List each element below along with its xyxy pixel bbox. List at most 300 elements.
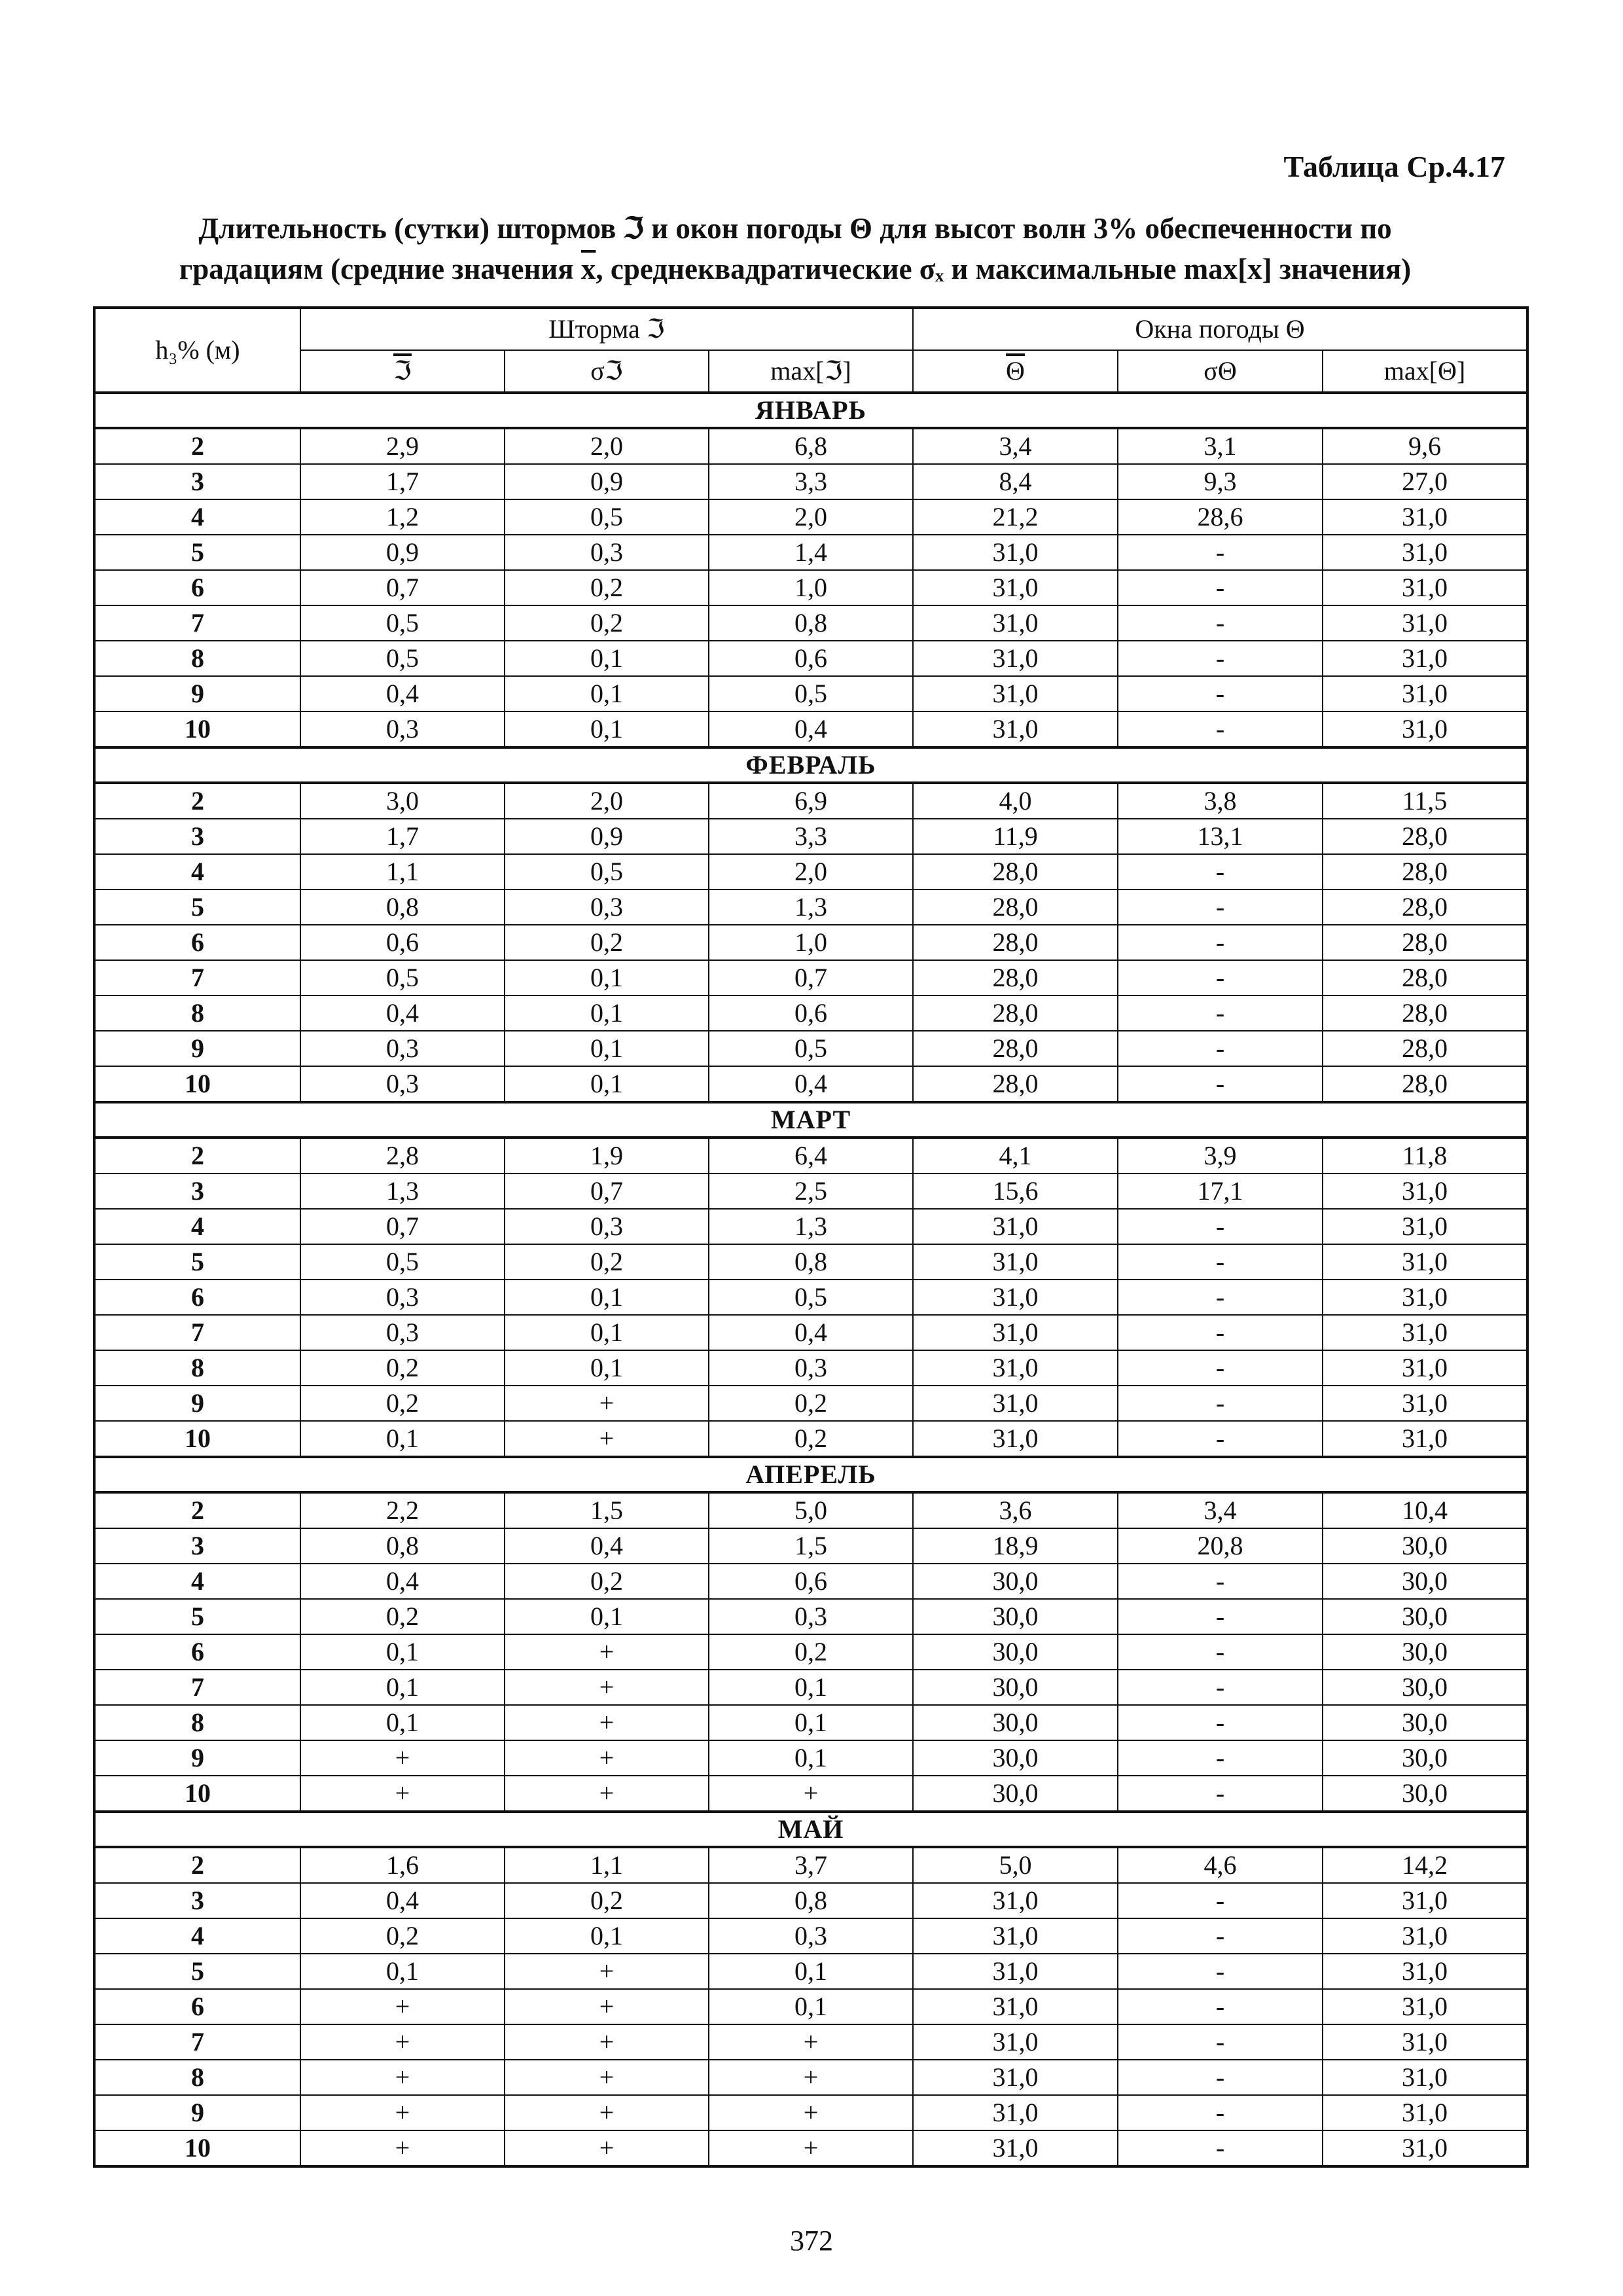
cell-window-mean: 21,2 — [913, 499, 1118, 535]
cell-wave-height: 7 — [94, 1315, 300, 1350]
cell-window-sigma: 13,1 — [1118, 819, 1323, 854]
cell-window-max: 31,0 — [1323, 2024, 1527, 2060]
cell-window-max: 31,0 — [1323, 641, 1527, 676]
cell-storm-max: 6,4 — [709, 1138, 913, 1174]
cell-window-mean: 30,0 — [913, 1740, 1118, 1776]
cell-storm-sigma: 0,1 — [505, 1350, 709, 1386]
cell-window-max: 28,0 — [1323, 1031, 1527, 1066]
cell-window-max: 31,0 — [1323, 711, 1527, 747]
cell-storm-mean: 1,7 — [300, 819, 505, 854]
cell-storm-max: 0,8 — [709, 1883, 913, 1918]
cell-window-mean: 30,0 — [913, 1705, 1118, 1740]
cell-window-sigma: - — [1118, 1705, 1323, 1740]
table-row — [94, 464, 1527, 499]
cell-storm-mean: 0,7 — [300, 570, 505, 605]
cell-storm-max: 0,8 — [709, 605, 913, 641]
cell-wave-height: 6 — [94, 1989, 300, 2024]
cell-window-max: 31,0 — [1323, 1954, 1527, 1989]
cell-storm-max: 1,0 — [709, 925, 913, 960]
cell-storm-sigma: 0,3 — [505, 889, 709, 925]
table-row — [94, 535, 1527, 570]
cell-window-sigma: - — [1118, 2024, 1323, 2060]
cell-storm-mean: 0,8 — [300, 889, 505, 925]
cell-wave-height: 8 — [94, 1705, 300, 1740]
cell-storm-max: + — [709, 1776, 913, 1812]
cell-window-max: 31,0 — [1323, 1386, 1527, 1421]
cell-storm-max: 0,4 — [709, 711, 913, 747]
cell-storm-mean: 2,2 — [300, 1492, 505, 1528]
cell-storm-max: 3,7 — [709, 1847, 913, 1883]
cell-storm-max: 1,3 — [709, 1209, 913, 1244]
cell-wave-height: 4 — [94, 499, 300, 535]
cell-storm-max: 0,6 — [709, 1564, 913, 1599]
caption-mean-symbol: $\overline{x}$ — [580, 253, 596, 285]
cell-storm-max: 5,0 — [709, 1492, 913, 1528]
cell-wave-height: 10 — [94, 1776, 300, 1812]
cell-window-mean: 31,0 — [913, 1918, 1118, 1954]
cell-window-sigma: - — [1118, 1209, 1323, 1244]
cell-storm-max: 3,3 — [709, 819, 913, 854]
cell-wave-height: 9 — [94, 1386, 300, 1421]
month-header-row — [94, 1812, 1527, 1847]
cell-storm-max: 0,3 — [709, 1350, 913, 1386]
cell-window-sigma: 3,4 — [1118, 1492, 1323, 1528]
cell-window-mean: 30,0 — [913, 1776, 1118, 1812]
cell-window-sigma: - — [1118, 2060, 1323, 2095]
cell-window-mean: 31,0 — [913, 1989, 1118, 2024]
cell-window-mean: 28,0 — [913, 889, 1118, 925]
cell-storm-sigma: 2,0 — [505, 783, 709, 819]
cell-window-mean: 31,0 — [913, 1421, 1118, 1457]
cell-storm-sigma: + — [505, 1421, 709, 1457]
cell-storm-mean: 0,6 — [300, 925, 505, 960]
cell-wave-height: 6 — [94, 1634, 300, 1670]
cell-storm-mean: + — [300, 2130, 505, 2166]
cell-wave-height: 2 — [94, 428, 300, 464]
table-row — [94, 1847, 1527, 1883]
cell-storm-sigma: 1,5 — [505, 1492, 709, 1528]
cell-storm-mean: 1,7 — [300, 464, 505, 499]
cell-storm-max: + — [709, 2095, 913, 2130]
cell-window-mean: 31,0 — [913, 711, 1118, 747]
cell-window-mean: 3,6 — [913, 1492, 1118, 1528]
cell-wave-height: 5 — [94, 889, 300, 925]
cell-wave-height: 9 — [94, 676, 300, 711]
table-row — [94, 819, 1527, 854]
cell-storm-max: + — [709, 2024, 913, 2060]
header-window-mean: $\overline{\Theta}$ — [913, 350, 1118, 393]
cell-window-sigma: 3,1 — [1118, 428, 1323, 464]
cell-wave-height: 3 — [94, 464, 300, 499]
cell-window-sigma: - — [1118, 641, 1323, 676]
cell-window-max: 28,0 — [1323, 854, 1527, 889]
table-row — [94, 711, 1527, 747]
header-storm-sigma: σℑ — [505, 350, 709, 393]
table-row — [94, 1066, 1527, 1102]
cell-storm-sigma: 0,9 — [505, 819, 709, 854]
cell-window-mean: 18,9 — [913, 1528, 1118, 1564]
cell-wave-height: 9 — [94, 1740, 300, 1776]
cell-wave-height: 3 — [94, 819, 300, 854]
cell-window-mean: 31,0 — [913, 570, 1118, 605]
cell-storm-sigma: 0,1 — [505, 1918, 709, 1954]
cell-storm-sigma: 0,1 — [505, 960, 709, 996]
cell-window-max: 10,4 — [1323, 1492, 1527, 1528]
cell-window-sigma: - — [1118, 2130, 1323, 2166]
cell-storm-mean: + — [300, 2095, 505, 2130]
cell-window-sigma: - — [1118, 1599, 1323, 1634]
cell-window-max: 30,0 — [1323, 1599, 1527, 1634]
cell-storm-max: 1,0 — [709, 570, 913, 605]
cell-window-sigma: - — [1118, 1740, 1323, 1776]
cell-storm-sigma: 0,2 — [505, 605, 709, 641]
cell-window-mean: 28,0 — [913, 925, 1118, 960]
cell-window-mean: 30,0 — [913, 1670, 1118, 1705]
table-row — [94, 1776, 1527, 1812]
table-row — [94, 641, 1527, 676]
cell-window-max: 28,0 — [1323, 960, 1527, 996]
cell-window-sigma: - — [1118, 2095, 1323, 2130]
cell-window-mean: 31,0 — [913, 2095, 1118, 2130]
cell-storm-mean: + — [300, 1776, 505, 1812]
table-row — [94, 1138, 1527, 1174]
table-row — [94, 1564, 1527, 1599]
cell-window-mean: 31,0 — [913, 1315, 1118, 1350]
cell-storm-sigma: + — [505, 2024, 709, 2060]
cell-wave-height: 4 — [94, 1564, 300, 1599]
cell-storm-mean: 0,3 — [300, 1066, 505, 1102]
cell-wave-height: 7 — [94, 960, 300, 996]
cell-storm-sigma: 0,1 — [505, 1031, 709, 1066]
cell-window-sigma: - — [1118, 1670, 1323, 1705]
cell-window-max: 30,0 — [1323, 1528, 1527, 1564]
cell-storm-sigma: 0,1 — [505, 1066, 709, 1102]
cell-storm-sigma: 0,5 — [505, 854, 709, 889]
cell-wave-height: 4 — [94, 1209, 300, 1244]
cell-window-sigma: 28,6 — [1118, 499, 1323, 535]
cell-window-max: 30,0 — [1323, 1564, 1527, 1599]
cell-window-sigma: - — [1118, 1883, 1323, 1918]
cell-wave-height: 7 — [94, 605, 300, 641]
cell-window-mean: 8,4 — [913, 464, 1118, 499]
cell-storm-max: 0,4 — [709, 1066, 913, 1102]
cell-storm-mean: 1,2 — [300, 499, 505, 535]
cell-wave-height: 8 — [94, 1350, 300, 1386]
cell-window-mean: 31,0 — [913, 641, 1118, 676]
cell-window-mean: 31,0 — [913, 535, 1118, 570]
cell-storm-max: 0,5 — [709, 676, 913, 711]
cell-storm-max: 2,5 — [709, 1174, 913, 1209]
cell-storm-sigma: 0,1 — [505, 641, 709, 676]
cell-storm-mean: 0,4 — [300, 1564, 505, 1599]
table-label: Таблица Ср.4.17 — [1283, 150, 1505, 183]
cell-storm-sigma: 0,1 — [505, 676, 709, 711]
cell-window-max: 31,0 — [1323, 1174, 1527, 1209]
cell-storm-mean: + — [300, 1989, 505, 2024]
cell-window-sigma: - — [1118, 570, 1323, 605]
cell-wave-height: 8 — [94, 2060, 300, 2095]
cell-storm-mean: 0,2 — [300, 1918, 505, 1954]
cell-window-max: 28,0 — [1323, 925, 1527, 960]
cell-window-max: 30,0 — [1323, 1705, 1527, 1740]
cell-window-sigma: - — [1118, 1066, 1323, 1102]
cell-storm-max: 0,5 — [709, 1031, 913, 1066]
cell-storm-sigma: 1,1 — [505, 1847, 709, 1883]
cell-storm-max: 0,5 — [709, 1280, 913, 1315]
month-name: МАРТ — [94, 1102, 1527, 1138]
cell-storm-max: 0,4 — [709, 1315, 913, 1350]
cell-storm-sigma: 0,1 — [505, 1280, 709, 1315]
cell-storm-sigma: 1,9 — [505, 1138, 709, 1174]
cell-window-max: 31,0 — [1323, 1244, 1527, 1280]
table-row — [94, 1670, 1527, 1705]
cell-window-mean: 31,0 — [913, 1244, 1118, 1280]
month-header-row — [94, 1102, 1527, 1138]
cell-storm-mean: 0,1 — [300, 1954, 505, 1989]
header-wave-height: h₃% (м) — [94, 308, 300, 393]
table-row — [94, 1705, 1527, 1740]
cell-wave-height: 6 — [94, 1280, 300, 1315]
cell-storm-max: 1,4 — [709, 535, 913, 570]
cell-storm-mean: 0,4 — [300, 676, 505, 711]
cell-window-mean: 5,0 — [913, 1847, 1118, 1883]
cell-window-mean: 31,0 — [913, 1350, 1118, 1386]
cell-window-sigma: 9,3 — [1118, 464, 1323, 499]
cell-storm-mean: 0,9 — [300, 535, 505, 570]
month-header-row — [94, 747, 1527, 783]
cell-storm-mean: 0,2 — [300, 1350, 505, 1386]
cell-storm-mean: 0,3 — [300, 711, 505, 747]
table-row — [94, 1315, 1527, 1350]
duration-table — [93, 306, 1529, 2168]
cell-window-sigma: - — [1118, 1386, 1323, 1421]
cell-storm-max: 0,1 — [709, 1705, 913, 1740]
cell-window-max: 31,0 — [1323, 1315, 1527, 1350]
cell-wave-height: 2 — [94, 1492, 300, 1528]
cell-wave-height: 5 — [94, 535, 300, 570]
cell-storm-sigma: 0,2 — [505, 570, 709, 605]
cell-window-sigma: - — [1118, 996, 1323, 1031]
cell-storm-sigma: + — [505, 1740, 709, 1776]
cell-window-sigma: 17,1 — [1118, 1174, 1323, 1209]
cell-window-sigma: 3,9 — [1118, 1138, 1323, 1174]
cell-wave-height: 3 — [94, 1174, 300, 1209]
caption-line-1: Длительность (сутки) штормов ℑ и окон погоды Θ для высот волн 3% обеспеченности по — [198, 212, 1392, 245]
table-row — [94, 1421, 1527, 1457]
cell-wave-height: 10 — [94, 711, 300, 747]
cell-window-sigma: - — [1118, 1634, 1323, 1670]
cell-window-mean: 31,0 — [913, 1386, 1118, 1421]
header-storms-group: Шторма ℑ — [300, 308, 913, 350]
cell-window-mean: 31,0 — [913, 1280, 1118, 1315]
table-row — [94, 2130, 1527, 2166]
cell-window-mean: 28,0 — [913, 854, 1118, 889]
cell-window-sigma: - — [1118, 854, 1323, 889]
cell-window-max: 27,0 — [1323, 464, 1527, 499]
cell-window-max: 31,0 — [1323, 1989, 1527, 2024]
table-row — [94, 1174, 1527, 1209]
cell-storm-mean: 0,2 — [300, 1599, 505, 1634]
cell-storm-max: + — [709, 2130, 913, 2166]
caption-line-2 — [85, 249, 1505, 289]
table-row — [94, 2095, 1527, 2130]
header-window-sigma: σΘ — [1118, 350, 1323, 393]
cell-storm-max: 0,6 — [709, 996, 913, 1031]
cell-window-max: 28,0 — [1323, 819, 1527, 854]
cell-wave-height: 3 — [94, 1883, 300, 1918]
cell-storm-sigma: 0,7 — [505, 1174, 709, 1209]
cell-storm-mean: 0,8 — [300, 1528, 505, 1564]
cell-window-max: 30,0 — [1323, 1740, 1527, 1776]
page-number: 372 — [790, 2225, 833, 2257]
cell-storm-sigma: 0,3 — [505, 535, 709, 570]
cell-storm-mean: 0,5 — [300, 960, 505, 996]
cell-window-max: 28,0 — [1323, 889, 1527, 925]
cell-window-mean: 11,9 — [913, 819, 1118, 854]
cell-wave-height: 7 — [94, 2024, 300, 2060]
month-name: ЯНВАРЬ — [94, 393, 1527, 428]
cell-window-mean: 28,0 — [913, 1031, 1118, 1066]
table-row — [94, 1244, 1527, 1280]
table-row — [94, 1883, 1527, 1918]
table-row — [94, 889, 1527, 925]
cell-wave-height: 8 — [94, 996, 300, 1031]
cell-window-max: 31,0 — [1323, 1918, 1527, 1954]
table-row — [94, 605, 1527, 641]
cell-window-max: 28,0 — [1323, 1066, 1527, 1102]
cell-window-sigma: - — [1118, 925, 1323, 960]
cell-storm-max: 6,9 — [709, 783, 913, 819]
cell-window-mean: 31,0 — [913, 1883, 1118, 1918]
cell-window-sigma: - — [1118, 1280, 1323, 1315]
cell-storm-mean: 0,5 — [300, 605, 505, 641]
cell-window-mean: 31,0 — [913, 605, 1118, 641]
cell-storm-max: 3,3 — [709, 464, 913, 499]
cell-wave-height: 6 — [94, 570, 300, 605]
cell-window-max: 14,2 — [1323, 1847, 1527, 1883]
cell-window-max: 31,0 — [1323, 2130, 1527, 2166]
cell-storm-max: 0,1 — [709, 1740, 913, 1776]
cell-window-max: 11,8 — [1323, 1138, 1527, 1174]
cell-window-mean: 30,0 — [913, 1634, 1118, 1670]
table-row — [94, 1599, 1527, 1634]
caption-line-2-start: градациям (средние значения — [179, 253, 581, 285]
table-row — [94, 925, 1527, 960]
cell-wave-height: 8 — [94, 641, 300, 676]
cell-storm-sigma: 0,4 — [505, 1528, 709, 1564]
cell-window-mean: 30,0 — [913, 1564, 1118, 1599]
table-row — [94, 1634, 1527, 1670]
cell-storm-sigma: 0,1 — [505, 996, 709, 1031]
cell-window-sigma: - — [1118, 1421, 1323, 1457]
cell-window-mean: 28,0 — [913, 996, 1118, 1031]
cell-storm-mean: 0,7 — [300, 1209, 505, 1244]
table-row — [94, 1209, 1527, 1244]
table-row — [94, 1528, 1527, 1564]
cell-window-mean: 31,0 — [913, 2060, 1118, 2095]
cell-window-sigma: - — [1118, 605, 1323, 641]
cell-window-mean: 28,0 — [913, 1066, 1118, 1102]
cell-storm-sigma: 0,1 — [505, 1315, 709, 1350]
cell-storm-sigma: + — [505, 2095, 709, 2130]
cell-wave-height: 10 — [94, 1066, 300, 1102]
table-row — [94, 1740, 1527, 1776]
cell-storm-mean: 0,5 — [300, 641, 505, 676]
header-storm-max: max[ℑ] — [709, 350, 913, 393]
cell-storm-sigma: 0,1 — [505, 1599, 709, 1634]
cell-storm-mean: 0,2 — [300, 1386, 505, 1421]
cell-window-sigma: - — [1118, 1564, 1323, 1599]
cell-storm-mean: 0,1 — [300, 1421, 505, 1457]
table-row — [94, 1386, 1527, 1421]
cell-window-mean: 31,0 — [913, 2024, 1118, 2060]
cell-window-sigma: - — [1118, 1315, 1323, 1350]
cell-window-max: 31,0 — [1323, 570, 1527, 605]
cell-storm-mean: 3,0 — [300, 783, 505, 819]
cell-storm-sigma: + — [505, 2060, 709, 2095]
cell-storm-max: 1,3 — [709, 889, 913, 925]
cell-wave-height: 4 — [94, 1918, 300, 1954]
cell-wave-height: 10 — [94, 2130, 300, 2166]
cell-window-sigma: - — [1118, 1350, 1323, 1386]
table-row — [94, 1280, 1527, 1315]
cell-wave-height: 9 — [94, 1031, 300, 1066]
cell-storm-max: 2,0 — [709, 854, 913, 889]
cell-storm-mean: 0,3 — [300, 1280, 505, 1315]
cell-storm-mean: 2,9 — [300, 428, 505, 464]
cell-storm-mean: + — [300, 2060, 505, 2095]
cell-storm-sigma: + — [505, 1989, 709, 2024]
cell-wave-height: 4 — [94, 854, 300, 889]
cell-wave-height: 2 — [94, 1138, 300, 1174]
cell-storm-max: 0,3 — [709, 1599, 913, 1634]
table-row — [94, 1954, 1527, 1989]
cell-window-sigma: - — [1118, 1954, 1323, 1989]
cell-window-max: 31,0 — [1323, 499, 1527, 535]
cell-window-sigma: 20,8 — [1118, 1528, 1323, 1564]
table-caption — [85, 208, 1505, 289]
caption-line-2-end: , среднеквадратические σₓ и максимальные max[x] значения) — [596, 253, 1412, 285]
cell-storm-mean: 0,1 — [300, 1705, 505, 1740]
cell-storm-max: 0,7 — [709, 960, 913, 996]
cell-storm-mean: 1,6 — [300, 1847, 505, 1883]
cell-storm-sigma: 0,2 — [505, 1564, 709, 1599]
cell-window-mean: 4,0 — [913, 783, 1118, 819]
header-window-max: max[Θ] — [1323, 350, 1527, 393]
cell-window-mean: 31,0 — [913, 2130, 1118, 2166]
table-row — [94, 570, 1527, 605]
table-row — [94, 854, 1527, 889]
table-body — [94, 393, 1527, 2166]
cell-storm-sigma: 0,9 — [505, 464, 709, 499]
cell-wave-height: 5 — [94, 1244, 300, 1280]
cell-storm-max: 2,0 — [709, 499, 913, 535]
cell-storm-sigma: 2,0 — [505, 428, 709, 464]
cell-window-max: 28,0 — [1323, 996, 1527, 1031]
table-row — [94, 499, 1527, 535]
cell-storm-max: 0,2 — [709, 1386, 913, 1421]
cell-storm-max: 1,5 — [709, 1528, 913, 1564]
cell-window-sigma: - — [1118, 1918, 1323, 1954]
cell-window-sigma: - — [1118, 676, 1323, 711]
cell-storm-max: 0,1 — [709, 1670, 913, 1705]
cell-storm-mean: 0,1 — [300, 1634, 505, 1670]
cell-window-max: 30,0 — [1323, 1634, 1527, 1670]
cell-storm-mean: + — [300, 1740, 505, 1776]
cell-storm-max: 6,8 — [709, 428, 913, 464]
cell-window-max: 31,0 — [1323, 1421, 1527, 1457]
cell-storm-max: 0,2 — [709, 1421, 913, 1457]
